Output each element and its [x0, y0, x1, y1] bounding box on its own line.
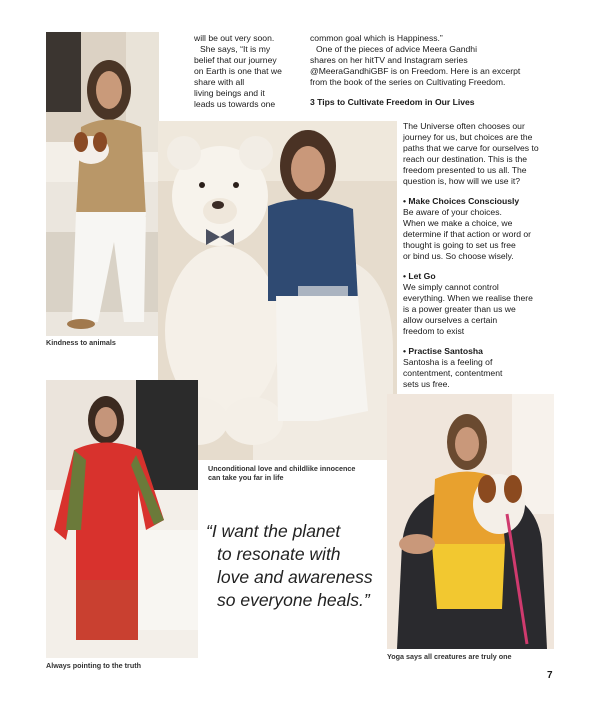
tip-title: • Let Go — [403, 271, 436, 281]
text-line: living beings and it — [194, 88, 265, 98]
caption-top-left: Kindness to animals — [46, 338, 116, 347]
text-line: One of the pieces of advice Meera Gandhi — [316, 44, 477, 54]
body-text-column-1 — [194, 33, 302, 110]
tips-column — [403, 121, 563, 390]
tip-let-go — [403, 271, 563, 337]
text-line: contentment, contentment — [403, 368, 503, 378]
photo-kindness-to-animals — [46, 32, 159, 336]
photo-pointing-to-truth — [46, 380, 198, 658]
quote-line: to resonate with — [217, 544, 341, 564]
text-line: freedom to exist — [403, 326, 465, 336]
page-number: 7 — [547, 670, 553, 681]
text-line: allow ourselves a certain — [403, 315, 498, 325]
text-line: When we make a choice, we — [403, 218, 513, 228]
tip-make-choices — [403, 196, 563, 262]
text-line: leads us towards one — [194, 99, 276, 109]
text-line: journey for us, but choices are the — [403, 132, 533, 142]
text-line: on Earth is one that we — [194, 66, 282, 76]
text-line: The Universe often chooses our — [403, 121, 525, 131]
caption-center — [208, 464, 355, 482]
text-line: @MeeraGandhiGBF is on Freedom. Here is an excerpt — [310, 66, 521, 76]
text-line: will be out very soon. — [194, 33, 275, 43]
text-line: paths that we carve for ourselves to — [403, 143, 539, 153]
quote-line: “I want the planet — [206, 521, 341, 541]
text-line: determine if that action or word or — [403, 229, 532, 239]
text-line: We simply cannot control — [403, 282, 499, 292]
tip-practise-santosha — [403, 346, 563, 390]
tip-title: • Practise Santosha — [403, 346, 483, 356]
tip-title: • Make Choices Consciously — [403, 196, 520, 206]
pull-quote — [206, 520, 373, 612]
text-line: thought is going to set us free — [403, 240, 516, 250]
text-line: is a power greater than us we — [403, 304, 516, 314]
caption-line: Unconditional love and childlike innocence — [208, 464, 356, 473]
text-line: from the book of the series on Cultivating Freedom. — [310, 77, 506, 87]
caption-line: can take you far in life — [208, 473, 284, 482]
body-text-column-2 — [310, 33, 555, 108]
text-line: share with all — [194, 77, 245, 87]
text-line: everything. When we realise there — [403, 293, 533, 303]
quote-line: so everyone heals.” — [217, 590, 370, 610]
text-line: shares on her hitTV and Instagram series — [310, 55, 468, 65]
text-line: reach our destination. This is the — [403, 154, 528, 164]
text-line: or bind us. So choose wisely. — [403, 251, 514, 261]
text-line: sets us free. — [403, 379, 450, 389]
text-line: freedom presented to us all. The — [403, 165, 527, 175]
caption-bottom-left: Always pointing to the truth — [46, 661, 142, 670]
quote-line: love and awareness — [217, 567, 373, 587]
caption-bottom-right: Yoga says all creatures are truly one — [387, 652, 512, 661]
text-line: She says, “It is my — [200, 44, 271, 54]
text-line: common goal which is Happiness.” — [310, 33, 443, 43]
text-line: Be aware of your choices. — [403, 207, 502, 217]
text-line: question is, how will we use it? — [403, 176, 521, 186]
text-line: belief that our journey — [194, 55, 277, 65]
text-line: Santosha is a feeling of — [403, 357, 493, 367]
section-heading: 3 Tips to Cultivate Freedom in Our Lives — [310, 97, 475, 107]
photo-all-creatures — [387, 394, 554, 649]
